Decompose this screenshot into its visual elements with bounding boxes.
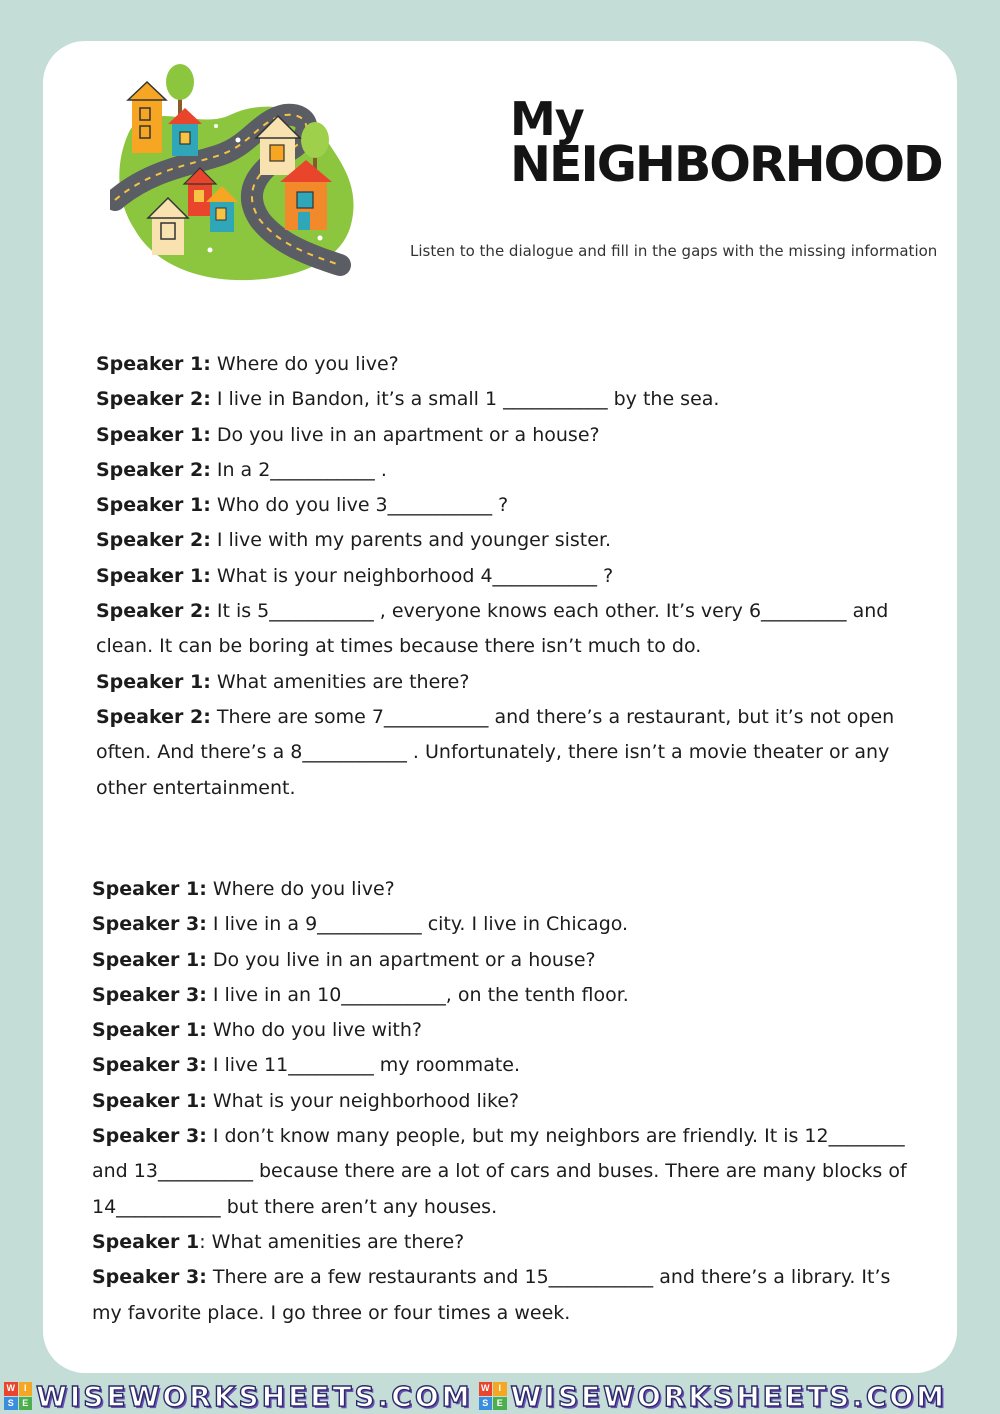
speaker-label: Speaker 2: (96, 529, 211, 552)
line-text: I live in a 9___________ city. I live in Chicago. (206, 913, 629, 936)
logo-letter: S (479, 1397, 493, 1411)
speaker-label: Speaker 3: (92, 1054, 207, 1077)
speaker-label: Speaker 1: (96, 494, 211, 517)
line-text: Who do you live 3___________ ? (210, 494, 509, 517)
watermark-footer (0, 1378, 1000, 1414)
neighborhood-illustration (110, 60, 360, 285)
speaker-label: Speaker 2: (96, 388, 211, 411)
watermark-brand (4, 1380, 473, 1413)
speaker-label: Speaker 3: (92, 983, 207, 1006)
title-line-1: My (510, 92, 584, 146)
logo-letter: I (19, 1382, 33, 1396)
logo-letter: W (479, 1382, 493, 1396)
dialogue-2 (92, 872, 907, 1331)
speaker-label: Speaker 1: (96, 670, 211, 693)
line-text: : What amenities are there? (199, 1230, 465, 1253)
speaker-label: Speaker 1: (96, 423, 211, 446)
logo-letter: S (4, 1397, 18, 1411)
dialogue-line (92, 1013, 907, 1048)
title-line-2: NEIGHBORHOOD (510, 135, 942, 193)
speaker-label: Speaker 3: (92, 1266, 207, 1289)
line-text: What amenities are there? (210, 670, 470, 693)
dialogue-line (96, 488, 911, 523)
speaker-label: Speaker 1 (92, 1230, 200, 1253)
dialogue-line (96, 453, 911, 488)
line-text: What is your neighborhood like? (206, 1089, 520, 1112)
page-title (510, 92, 942, 193)
line-text: I live in an 10___________, on the tenth floor. (206, 983, 629, 1006)
logo-letter: E (19, 1397, 33, 1411)
speaker-label: Speaker 1: (92, 1019, 207, 1042)
speaker-label: Speaker 2: (96, 705, 211, 728)
logo-letter: I (493, 1382, 507, 1396)
dialogue-line (92, 1225, 907, 1260)
watermark-text: WISEWORKSHEETS.COM (36, 1379, 473, 1413)
line-text: Do you live in an apartment or a house? (210, 423, 600, 446)
dialogue-line (92, 1048, 907, 1083)
line-text: What is your neighborhood 4___________ ? (210, 564, 614, 587)
wiseworksheets-logo-icon (4, 1382, 32, 1410)
dialogue-line (92, 943, 907, 978)
dialogue-line (96, 700, 911, 806)
line-text: I live with my parents and younger sister. (210, 529, 612, 552)
speaker-label: Speaker 2: (96, 600, 211, 623)
watermark-text: WISEWORKSHEETS.COM (510, 1379, 948, 1413)
dialogue-line (92, 978, 907, 1013)
dialogue-line (96, 665, 911, 700)
dialogue-line (96, 382, 911, 417)
speaker-label: Speaker 1: (96, 353, 211, 375)
line-text: Do you live in an apartment or a house? (206, 948, 596, 971)
line-text: It is 5___________ , everyone knows each other. It’s very 6_________ and clean. It can be boring at times because there isn’t much to do. (96, 600, 889, 658)
house-orange-tall (128, 82, 166, 153)
line-text: Where do you live? (206, 878, 395, 900)
dialogue-line (96, 523, 911, 558)
dialogue-line (92, 1119, 907, 1225)
speaker-label: Speaker 1: (92, 948, 207, 971)
dialogue-line (92, 1084, 907, 1119)
line-text: There are some 7___________ and there’s a restaurant, but it’s not open often. And there’s a 8___________ . Unfortunately, there isn’t a movie theater or any other entertainment. (96, 705, 895, 799)
line-text: Where do you live? (210, 353, 399, 375)
speaker-label: Speaker 1: (92, 1089, 207, 1112)
line-text: Who do you live with? (206, 1019, 422, 1042)
dialogue-line (96, 347, 911, 382)
dialogue-line (92, 1260, 907, 1331)
line-text: I don’t know many people, but my neighbors are friendly. It is 12________ and 13__________ because there are a lot of cars and buses. There are many blocks of 14___________ but there aren’t any houses. (92, 1125, 907, 1218)
speaker-label: Speaker 1: (96, 564, 211, 587)
dialogue-line (96, 418, 911, 453)
dialogue-line (96, 559, 911, 594)
line-text: I live in Bandon, it’s a small 1 ___________ by the sea. (210, 388, 720, 411)
line-text: There are a few restaurants and 15___________ and there’s a library. It’s my favorite place. I go three or four times a week. (92, 1266, 891, 1324)
speaker-label: Speaker 1: (92, 878, 207, 900)
speaker-label: Speaker 3: (92, 913, 207, 936)
dialogue-line (92, 907, 907, 942)
dialogue-1 (96, 347, 911, 806)
speaker-label: Speaker 3: (92, 1125, 207, 1148)
logo-letter: W (4, 1382, 18, 1396)
wiseworksheets-logo-icon (479, 1382, 507, 1410)
house-blue (168, 108, 202, 156)
dialogue-line (96, 594, 911, 665)
dialogue-line (92, 872, 907, 907)
tree-1 (166, 64, 194, 120)
logo-letter: E (493, 1397, 507, 1411)
line-text: I live 11_________ my roommate. (206, 1054, 521, 1077)
instructions: Listen to the dialogue and fill in the gaps with the missing information (410, 242, 938, 260)
watermark-brand (479, 1380, 948, 1413)
speaker-label: Speaker 2: (96, 458, 211, 481)
line-text: In a 2___________ . (210, 458, 387, 481)
